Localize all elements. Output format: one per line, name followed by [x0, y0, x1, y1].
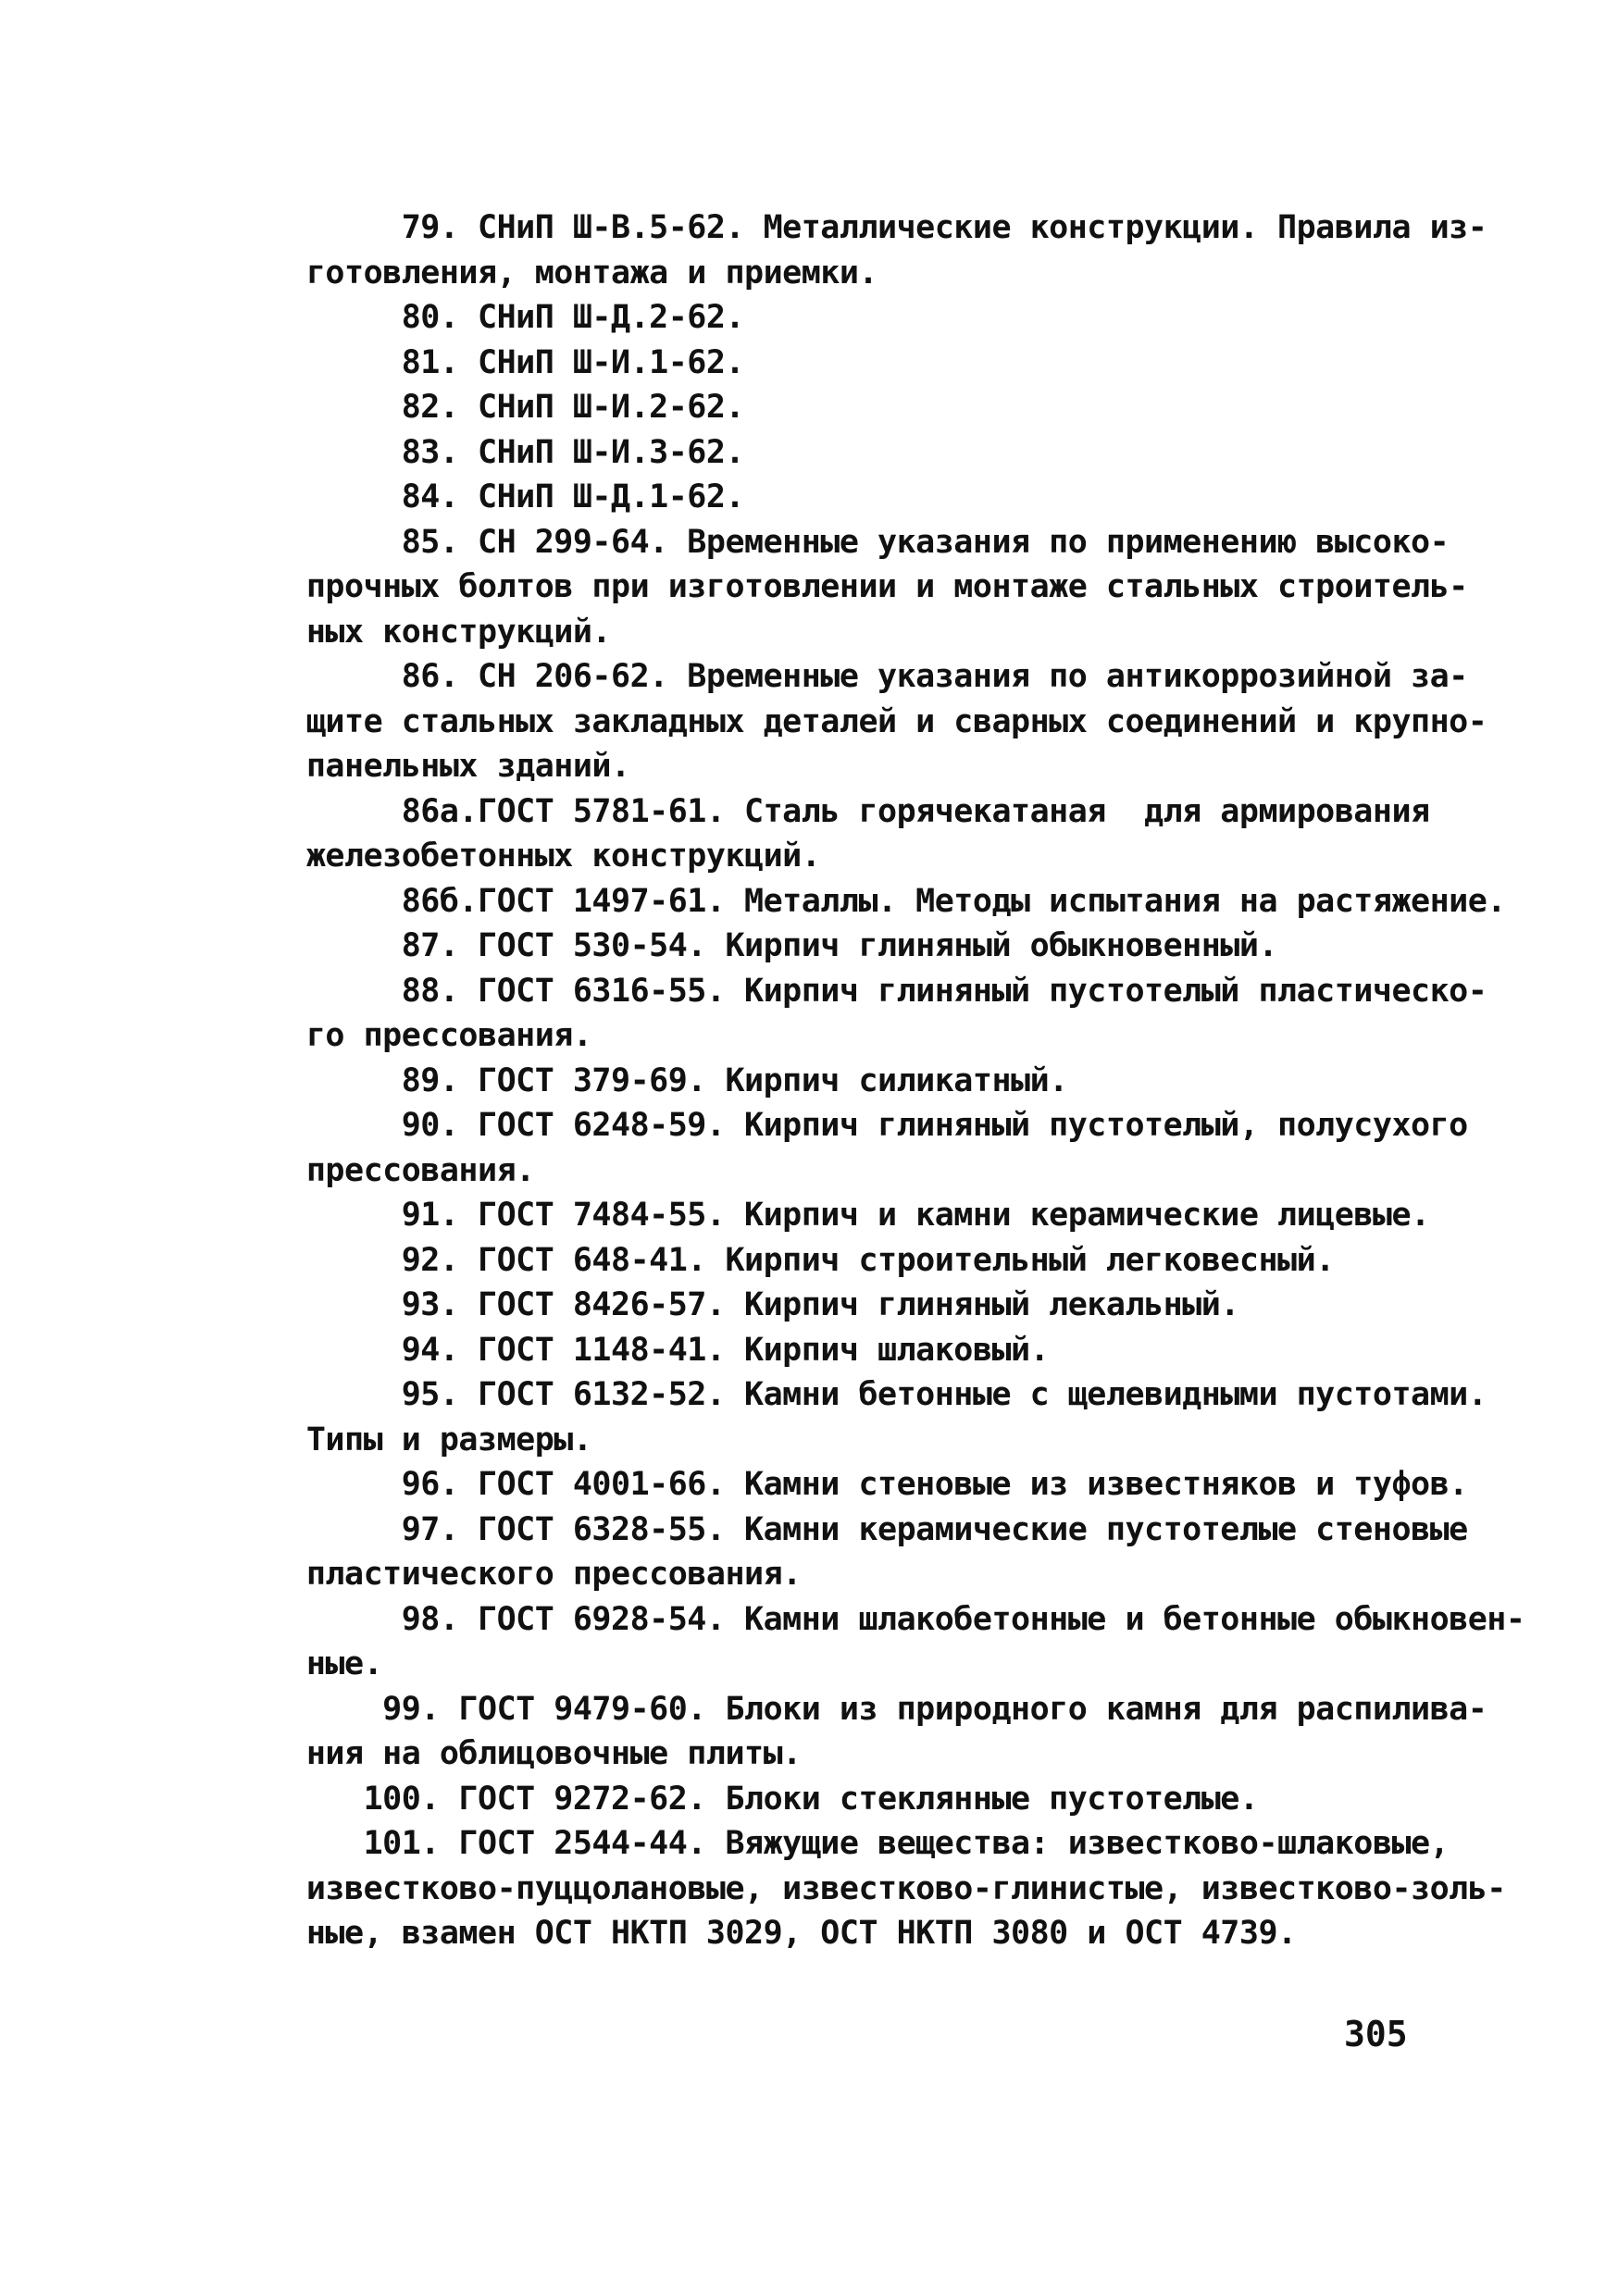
text-line: 90. ГОСТ 6248-59. Кирпич глиняный пустотелый, полусухого	[211, 1107, 1468, 1144]
text-line: го прессования.	[211, 1017, 592, 1054]
text-line: 99. ГОСТ 9479-60. Блоки из природного камня для распилива-	[211, 1690, 1487, 1728]
text-line: панельных зданий.	[211, 748, 630, 785]
text-line: ных конструкций.	[211, 613, 612, 651]
text-line: 87. ГОСТ 530-54. Кирпич глиняный обыкновенный.	[211, 927, 1278, 964]
text-line: 95. ГОСТ 6132-52. Камни бетонные с щелевидными пустотами.	[211, 1376, 1487, 1413]
text-line: 86. СН 206-62. Временные указания по антикоррозийной за-	[211, 658, 1468, 695]
text-line: 79. СНиП Ш-В.5-62. Металлические конструкции. Правила из-	[211, 209, 1487, 246]
text-line: пластического прессования.	[211, 1556, 802, 1593]
page-number: 305	[1344, 2014, 1408, 2054]
text-line: 86а.ГОСТ 5781-61. Сталь горячекатаная для армирования	[211, 792, 1430, 830]
text-line: 98. ГОСТ 6928-54. Камни шлакобетонные и бетонные обыкновен-	[211, 1600, 1525, 1638]
text-line: щите стальных закладных деталей и сварных соединений и крупно-	[211, 702, 1487, 740]
document-body	[211, 205, 1525, 1956]
text-line: 80. СНиП Ш-Д.2-62.	[211, 299, 745, 336]
text-line: 91. ГОСТ 7484-55. Кирпич и камни керамические лицевые.	[211, 1197, 1430, 1234]
text-line: 85. СН 299-64. Временные указания по применению высоко-	[211, 523, 1450, 561]
text-line: 88. ГОСТ 6316-55. Кирпич глиняный пустотелый пластическо-	[211, 972, 1487, 1010]
text-line: Типы и размеры.	[211, 1421, 592, 1458]
text-line: 94. ГОСТ 1148-41. Кирпич шлаковый.	[211, 1331, 1050, 1369]
text-line: прессования.	[211, 1151, 535, 1189]
text-line: 93. ГОСТ 8426-57. Кирпич глиняный лекальный.	[211, 1286, 1239, 1323]
text-line: 89. ГОСТ 379-69. Кирпич силикатный.	[211, 1061, 1068, 1099]
text-line: 100. ГОСТ 9272-62. Блоки стеклянные пустотелые.	[211, 1780, 1259, 1818]
text-line: известково-пуццолановые, известково-глинистые, известково-золь-	[211, 1869, 1506, 1907]
text-line: 86б.ГОСТ 1497-61. Металлы. Методы испытания на растяжение.	[211, 882, 1506, 920]
text-line: 97. ГОСТ 6328-55. Камни керамические пустотелые стеновые	[211, 1510, 1468, 1548]
text-line: 101. ГОСТ 2544-44. Вяжущие вещества: известково-шлаковые,	[211, 1825, 1450, 1862]
text-line: ния на облицовочные плиты.	[211, 1735, 802, 1772]
text-line: 92. ГОСТ 648-41. Кирпич строительный легковесный.	[211, 1241, 1335, 1279]
text-line: 96. ГОСТ 4001-66. Камни стеновые из известняков и туфов.	[211, 1466, 1468, 1503]
text-line: ные, взамен ОСТ НКТП 3029, ОСТ НКТП 3080 и ОСТ 4739.	[211, 1915, 1297, 1952]
text-line: 82. СНиП Ш-И.2-62.	[211, 389, 745, 426]
text-line: 83. СНиП Ш-И.3-62.	[211, 433, 745, 471]
text-line: 81. СНиП Ш-И.1-62.	[211, 343, 745, 381]
text-line: железобетонных конструкций.	[211, 838, 821, 875]
text-line: ные.	[211, 1645, 383, 1682]
text-line: готовления, монтажа и приемки.	[211, 254, 878, 292]
text-line: прочных болтов при изготовлении и монтаже стальных строитель-	[211, 568, 1468, 605]
text-line: 84. СНиП Ш-Д.1-62.	[211, 478, 745, 515]
